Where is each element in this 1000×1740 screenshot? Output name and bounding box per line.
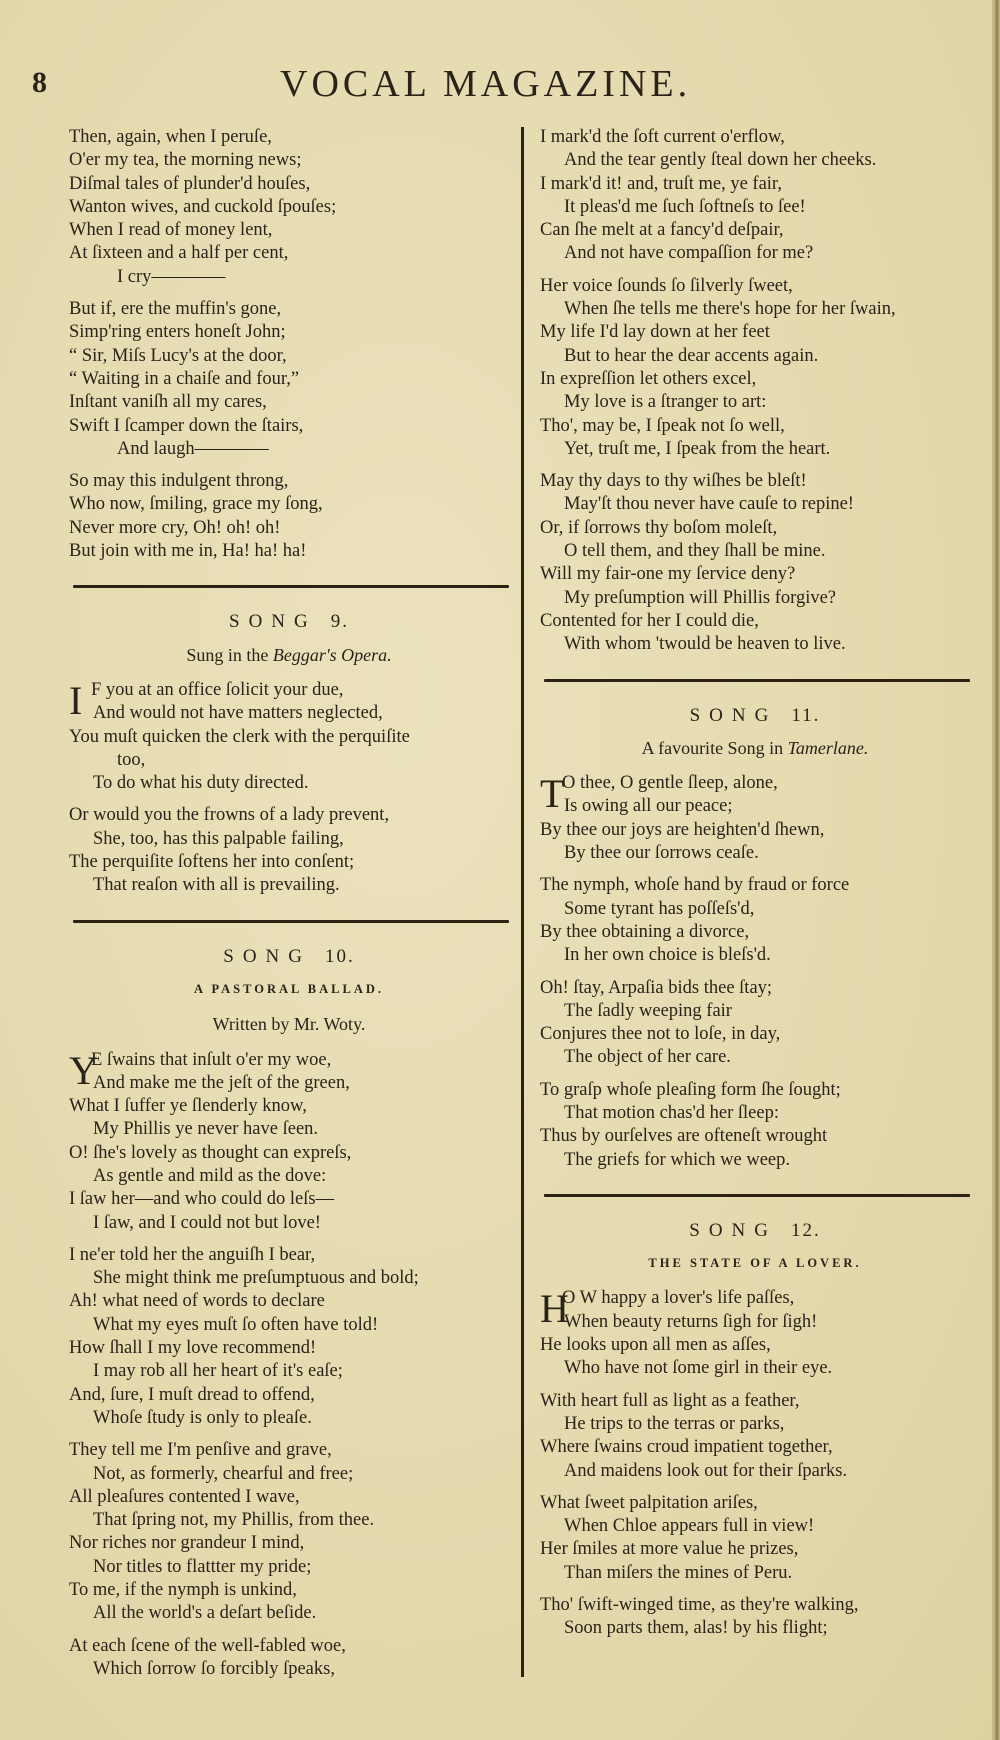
verse-line: O tell them, and they ſhall be mine. [564, 541, 826, 562]
page-number: 8 [32, 66, 47, 99]
stanza [540, 470, 970, 656]
first-line: I F you at an office ſolicit your due, [69, 677, 344, 723]
verse-line: When ſhe tells me there's hope for her ſwain, [564, 299, 896, 320]
verse-line: The object of her care. [564, 1047, 731, 1068]
verse-line: I ſaw her—and who could do leſs— [69, 1189, 335, 1210]
verse-line: That ſpring not, my Phillis, from thee. [93, 1510, 375, 1531]
stanza [69, 1635, 509, 1682]
drop-cap: I [69, 677, 83, 723]
verse-line: She might think me preſumptuous and bold; [93, 1268, 419, 1289]
stanza [69, 298, 509, 461]
verse-line: Some tyrant has poſſeſs'd, [564, 898, 755, 919]
verse-line: When I read of money lent, [69, 220, 273, 241]
verse-line: That motion chas'd her ſleep: [564, 1102, 779, 1123]
verse-line: Oh! ſtay, Arpaſia bids thee ſtay; [540, 977, 773, 998]
verse-line: I ne'er told her the anguiſh I bear, [69, 1244, 316, 1265]
stanza-gap [540, 1381, 970, 1390]
verse-line: Tho', may be, I ſpeak not ſo well, [540, 415, 785, 436]
verse-line: To me, if the nymph is unkind, [69, 1580, 297, 1601]
verse-line: My life I'd lay down at her feet [540, 322, 770, 343]
verse-line: Not, as formerly, chearful and free; [93, 1463, 354, 1484]
song-verses [540, 795, 970, 1171]
section-rule [544, 679, 970, 682]
verse-line: May thy days to thy wiſhes be bleſt! [540, 471, 807, 492]
verse-line: Or, if ſorrows thy boſom moleſt, [540, 517, 778, 538]
verse-line: Then, again, when I peruſe, [69, 127, 272, 147]
verse-line: “ Waiting in a chaiſe and four,” [69, 368, 300, 389]
verse-line: He looks upon all men as aſſes, [540, 1335, 771, 1356]
verse-line: I mark'd it! and, truſt me, ye fair, [540, 173, 782, 194]
song-12 [540, 1219, 970, 1641]
stanza [540, 1311, 970, 1381]
right-column [540, 126, 970, 1641]
verse-line: Or would you the frowns of a lady prevent, [69, 805, 390, 826]
song-subtitle: A favourite Song in Tamerlane. [641, 737, 869, 758]
verse-line: “ Sir, Miſs Lucy's at the door, [69, 345, 287, 366]
song-10 [69, 945, 509, 1682]
verse-line: Which ſorrow ſo forcibly ſpeaks, [93, 1658, 335, 1679]
stanza-gap [69, 461, 509, 470]
first-line: H O W happy a lover's life paſſes, [540, 1286, 795, 1332]
song-verses [540, 1311, 970, 1641]
stanza [540, 1594, 970, 1641]
verse-line: My Phillis ye never have ſeen. [93, 1119, 319, 1140]
verse-line: They tell me I'm penſive and grave, [69, 1440, 332, 1461]
verse-line: Contented for her I could die, [540, 610, 759, 631]
verse-line: By thee obtaining a divorce, [540, 921, 750, 942]
verse-line: Her ſmiles at more value he prizes, [540, 1539, 799, 1560]
section-rule [73, 920, 509, 923]
verse-line: By thee our joys are heighten'd ſhewn, [540, 819, 825, 840]
verse-line: I ſaw, and I could not but love! [93, 1212, 321, 1233]
stanza-gap [540, 865, 970, 874]
stanza-gap [69, 795, 509, 804]
song-caps-subtitle: A PASTORAL BALLAD. [193, 981, 385, 996]
left-column [69, 126, 509, 1681]
verse-line: She, too, has this palpable failing, [93, 828, 344, 849]
verse-line: He trips to the terras or parks, [564, 1413, 785, 1434]
stanza-gap [69, 1430, 509, 1439]
verse-line: What my eyes muſt ſo often have told! [93, 1314, 379, 1335]
song-10-continued [540, 126, 970, 657]
verse-line: But to hear the dear accents again. [564, 345, 819, 366]
stanza-gap [69, 289, 509, 298]
verse-line: The griefs for which we weep. [564, 1149, 791, 1170]
verse-line: Inſtant vaniſh all my cares, [69, 392, 267, 413]
stanza-gap [540, 1585, 970, 1594]
verse-line: All the world's a deſart beſide. [93, 1603, 317, 1624]
section-rule [73, 585, 509, 588]
verse-line: It pleas'd me ſuch ſoftneſs to ſee! [564, 196, 806, 217]
verse-line: The ſadly weeping fair [564, 1000, 732, 1021]
drop-cap: H [540, 1286, 569, 1332]
verse-line: As gentle and mild as the dove: [93, 1165, 327, 1186]
verse-line: In her own choice is bleſs'd. [564, 945, 771, 966]
verse-line: Will my fair-one my ſervice deny? [540, 564, 796, 585]
page-edge [992, 0, 1000, 1740]
stanza [540, 977, 970, 1070]
verse-line: Wanton wives, and cuckold ſpouſes; [69, 196, 337, 217]
verse-line: In expreſſion let others excel, [540, 368, 757, 389]
stanza-gap [69, 1626, 509, 1635]
verse-line: Ah! what need of words to declare [69, 1291, 325, 1312]
verse-line: At each ſcene of the well-fabled woe, [69, 1635, 346, 1656]
verse-line: You muſt quicken the clerk with the perquiſite [69, 726, 410, 747]
verse-line: And maidens look out for their ſparks. [564, 1460, 848, 1481]
song-heading: SONG 9. [229, 611, 349, 633]
stanza [69, 1072, 509, 1235]
continuation-verses [69, 126, 509, 563]
verse-line: Who have not ſome girl in their eye. [564, 1358, 833, 1379]
verse-line: Thus by ourſelves are ofteneſt wrought [540, 1126, 828, 1147]
verse-line: The perquiſite ſoftens her into conſent; [69, 852, 355, 873]
verse-line: But join with me in, Ha! ha! ha! [69, 541, 307, 562]
verse-line: Is owing all our peace; [564, 796, 733, 817]
verse-line: Tho' ſwift-winged time, as they're walking, [540, 1595, 859, 1616]
verse-line: Whoſe ſtudy is only to pleaſe. [93, 1407, 312, 1428]
verse-line: The nymph, whoſe hand by fraud or force [540, 875, 850, 896]
verse-line: All pleaſures contented I wave, [69, 1486, 300, 1507]
column-divider [521, 127, 524, 1677]
stanza-gap [69, 1235, 509, 1244]
verse-line: At ſixteen and a half per cent, [69, 243, 289, 264]
song-heading: SONG 12. [689, 1219, 821, 1241]
verse-line: Conjures thee not to loſe, in day, [540, 1024, 781, 1045]
verse-line: Diſmal tales of plunder'd houſes, [69, 173, 311, 194]
stanza [540, 126, 970, 266]
verse-line: That reaſon with all is prevailing. [93, 875, 340, 896]
verse-line: I cry———— [117, 266, 226, 287]
stanza-gap [540, 461, 970, 470]
verse-line: Who now, ſmiling, grace my ſong, [69, 494, 323, 515]
drop-cap: Y [69, 1047, 98, 1093]
song-heading: SONG 11. [689, 704, 821, 726]
verse-line: And make me the jeſt of the green, [93, 1072, 350, 1093]
verse-line: By thee our ſorrows ceaſe. [564, 843, 759, 864]
stanza-gap [540, 1070, 970, 1079]
verse-line: To do what his duty directed. [93, 773, 309, 794]
verse-line: To graſp whoſe pleaſing form ſhe ſought; [540, 1079, 841, 1100]
verse-line: too, [117, 749, 146, 770]
verse-line: Can ſhe melt at a fancy'd deſpair, [540, 220, 784, 241]
stanza [540, 1492, 970, 1585]
stanza [540, 1390, 970, 1483]
verse-line: And would not have matters neglected, [93, 703, 383, 724]
song-9 [69, 610, 509, 897]
verse-line: I mark'd the ſoft current o'erflow, [540, 127, 785, 147]
song-verses [69, 702, 509, 897]
verse-line: Simp'ring enters honeſt John; [69, 322, 286, 343]
verse-line: With heart full as light as a feather, [540, 1390, 800, 1411]
verse-line: O! ſhe's lovely as thought can expreſs, [69, 1142, 352, 1163]
verse-line: When Chloe appears full in view! [564, 1516, 815, 1537]
stanza-gap [540, 1483, 970, 1492]
first-line: Y E ſwains that inſult o'er my woe, [69, 1047, 332, 1093]
verse-line: Swift I ſcamper down the ſtairs, [69, 415, 304, 436]
verse-line: Her voice ſounds ſo ſilverly ſweet, [540, 275, 793, 296]
verse-line: Never more cry, Oh! oh! oh! [69, 517, 281, 538]
verse-line: Nor titles to flattter my pride; [93, 1556, 312, 1577]
song-caps-subtitle: THE STATE OF A LOVER. [648, 1256, 862, 1271]
running-title: VOCAL MAGAZINE. [280, 63, 692, 105]
stanza [540, 874, 970, 967]
drop-cap: T [540, 771, 565, 817]
verse-line: What I ſuffer ye ſlenderly know, [69, 1096, 307, 1117]
song-author: Written by Mr. Woty. [212, 1014, 366, 1035]
stanza [69, 1244, 509, 1430]
stanza [540, 795, 970, 865]
song-verses [69, 1072, 509, 1681]
verse-line: What ſweet palpitation ariſes, [540, 1492, 758, 1513]
verse-line: How ſhall I my love recommend! [69, 1338, 317, 1359]
verse-line: Yet, truſt me, I ſpeak from the heart. [564, 438, 831, 459]
verse-line: I may rob all her heart of it's eaſe; [93, 1361, 343, 1382]
verse-line: With whom 'twould be heaven to live. [564, 634, 846, 655]
stanza-gap [540, 266, 970, 275]
verse-line: May'ſt thou never have cauſe to repine! [564, 494, 854, 515]
stanza [69, 1439, 509, 1625]
verse-line: And not have compaſſion for me? [564, 243, 814, 264]
verse-line: O'er my tea, the morning news; [69, 150, 302, 171]
verse-line: Soon parts them, alas! by his flight; [564, 1618, 828, 1639]
verse-line: And laugh———— [117, 438, 269, 459]
verse-line: So may this indulgent throng, [69, 471, 289, 492]
song-subtitle: Sung in the Beggar's Opera. [186, 644, 392, 665]
verse-line: And, ſure, I muſt dread to offend, [69, 1384, 315, 1405]
verse-line: Nor riches nor grandeur I mind, [69, 1533, 305, 1554]
verse-line: Than miſers the mines of Peru. [564, 1562, 793, 1583]
stanza [69, 470, 509, 563]
song-heading: SONG 10. [223, 945, 355, 967]
verse-line: And the tear gently ſteal down her cheeks. [564, 150, 877, 171]
verse-line: My preſumption will Phillis forgive? [564, 587, 837, 608]
stanza [540, 1079, 970, 1172]
verse-line: My love is a ſtranger to art: [564, 392, 767, 413]
stanza [69, 126, 509, 289]
verse-line: But if, ere the muffin's gone, [69, 299, 282, 320]
stanza [69, 804, 509, 897]
verse-line: Where ſwains croud impatient together, [540, 1437, 833, 1458]
first-line: T O thee, O gentle ſleep, alone, [540, 771, 778, 817]
stanza-gap [540, 968, 970, 977]
stanza [540, 275, 970, 461]
song-11 [540, 704, 970, 1172]
stanza [69, 702, 509, 795]
page-header [32, 60, 932, 110]
verse-line: When beauty returns ſigh for ſigh! [564, 1311, 818, 1332]
section-rule [544, 1194, 970, 1197]
